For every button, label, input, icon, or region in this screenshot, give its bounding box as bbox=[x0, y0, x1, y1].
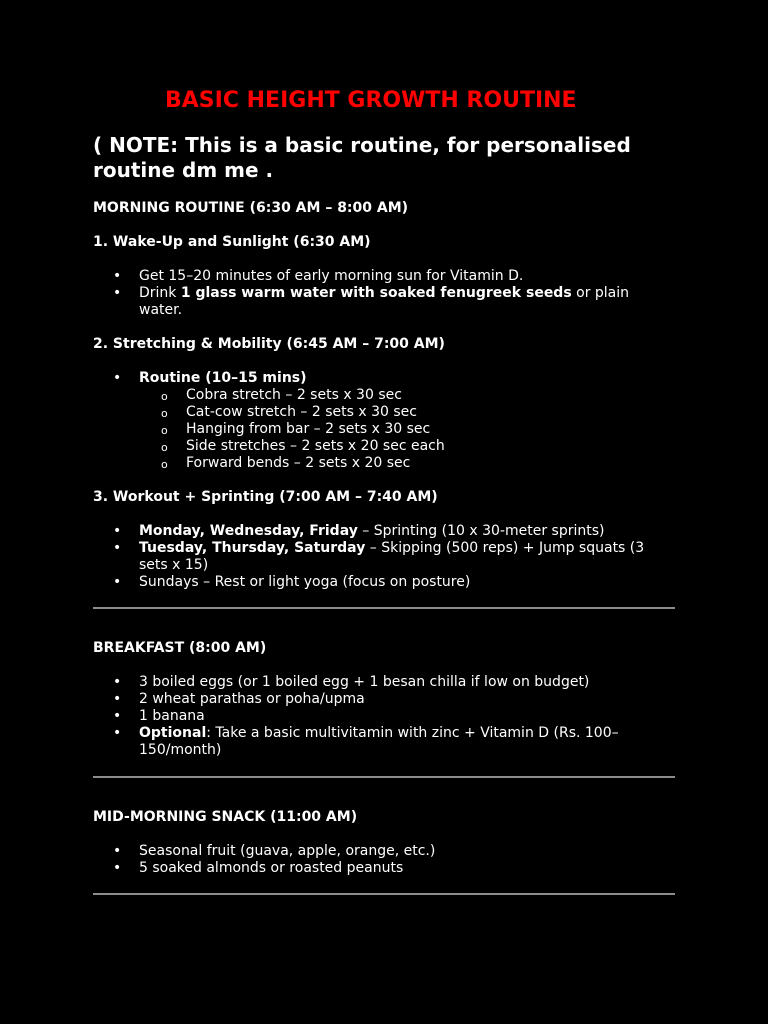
list-item bbox=[93, 843, 675, 860]
list-item-text: or plain water. bbox=[139, 285, 630, 318]
breakfast-heading: BREAKFAST (8:00 AM) bbox=[93, 640, 267, 656]
document-body bbox=[93, 200, 675, 895]
list-item-bold-text: Tuesday, Thursday, Saturday bbox=[139, 540, 366, 556]
list-item bbox=[93, 860, 675, 877]
list-item-text: – Skipping (500 reps) + Jump squats (3 sets x 15) bbox=[139, 540, 645, 573]
circle-bullet-icon: o bbox=[161, 390, 168, 403]
list-item bbox=[93, 574, 675, 591]
exercise-text: Hanging from bar – 2 sets x 30 sec bbox=[186, 421, 431, 437]
list-item bbox=[93, 725, 675, 759]
list-item-bold-text: Optional bbox=[139, 725, 207, 741]
stretching-list bbox=[93, 370, 675, 472]
list-item-bold-text: 1 glass warm water with soaked fenugreek seeds bbox=[180, 285, 572, 301]
page-title: BASIC HEIGHT GROWTH ROUTINE bbox=[165, 88, 577, 113]
list-item-bold-text: Monday, Wednesday, Friday bbox=[139, 523, 358, 539]
exercise-item bbox=[93, 455, 675, 472]
list-item-text: 3 boiled eggs (or 1 boiled egg + 1 besan chilla if low on budget) bbox=[139, 674, 590, 690]
exercise-text: Cat-cow stretch – 2 sets x 30 sec bbox=[186, 404, 417, 420]
snack-list bbox=[93, 843, 675, 877]
exercise-text: Side stretches – 2 sets x 20 sec each bbox=[186, 438, 445, 454]
bullet-icon: • bbox=[113, 268, 122, 284]
exercise-list bbox=[139, 387, 675, 472]
list-item-text: 1 banana bbox=[139, 708, 205, 724]
workout-heading: 3. Workout + Sprinting (7:00 AM – 7:40 AM) bbox=[93, 489, 438, 505]
wake-up-heading: 1. Wake-Up and Sunlight (6:30 AM) bbox=[93, 234, 371, 250]
list-item bbox=[93, 285, 675, 319]
circle-bullet-icon: o bbox=[161, 424, 168, 437]
morning-routine-heading: MORNING ROUTINE (6:30 AM – 8:00 AM) bbox=[93, 200, 409, 216]
list-item bbox=[93, 268, 675, 285]
list-item-text: Sundays – Rest or light yoga (focus on posture) bbox=[139, 574, 471, 590]
circle-bullet-icon: o bbox=[161, 407, 168, 420]
workout-list bbox=[93, 523, 675, 591]
bullet-icon: • bbox=[113, 708, 122, 724]
bullet-icon: • bbox=[113, 285, 122, 301]
exercise-item bbox=[93, 387, 675, 404]
snack-heading: MID-MORNING SNACK (11:00 AM) bbox=[93, 809, 358, 825]
list-item bbox=[93, 523, 675, 540]
bullet-icon: • bbox=[113, 674, 122, 690]
list-item bbox=[93, 674, 675, 691]
stretching-heading: 2. Stretching & Mobility (6:45 AM – 7:00 AM) bbox=[93, 336, 445, 352]
list-item bbox=[93, 708, 675, 725]
exercise-item bbox=[93, 438, 675, 455]
exercise-item bbox=[93, 421, 675, 438]
circle-bullet-icon: o bbox=[161, 441, 168, 454]
bullet-icon: • bbox=[113, 540, 122, 556]
exercise-text: Forward bends – 2 sets x 20 sec bbox=[186, 455, 411, 471]
list-item-text: – Sprinting (10 x 30-meter sprints) bbox=[357, 523, 605, 539]
breakfast-list bbox=[93, 674, 675, 759]
bullet-icon: • bbox=[113, 574, 122, 590]
routine-label: Routine (10–15 mins) bbox=[139, 370, 307, 386]
section-divider bbox=[93, 893, 675, 895]
exercise-item bbox=[93, 404, 675, 421]
list-item-text: Drink bbox=[139, 285, 181, 301]
list-item bbox=[93, 370, 675, 472]
bullet-icon: • bbox=[113, 370, 122, 386]
list-item-text: Seasonal fruit (guava, apple, orange, etc.) bbox=[139, 843, 436, 859]
list-item-text: 5 soaked almonds or roasted peanuts bbox=[139, 860, 404, 876]
bullet-icon: • bbox=[113, 523, 122, 539]
note-text: ( NOTE: This is a basic routine, for personalised routine dm me . bbox=[93, 133, 631, 182]
bullet-icon: • bbox=[113, 843, 122, 859]
bullet-icon: • bbox=[113, 691, 122, 707]
exercise-text: Cobra stretch – 2 sets x 30 sec bbox=[186, 387, 402, 403]
bullet-icon: • bbox=[113, 860, 122, 876]
list-item-text: Get 15–20 minutes of early morning sun for Vitamin D. bbox=[139, 268, 524, 284]
list-item-text: : Take a basic multivitamin with zinc + Vitamin D (Rs. 100–150/month) bbox=[139, 725, 619, 758]
bullet-icon: • bbox=[113, 725, 122, 741]
wake-up-list bbox=[93, 268, 675, 319]
list-item-text: 2 wheat parathas or poha/upma bbox=[139, 691, 365, 707]
circle-bullet-icon: o bbox=[161, 458, 168, 471]
list-item bbox=[93, 691, 675, 708]
list-item bbox=[93, 540, 675, 574]
